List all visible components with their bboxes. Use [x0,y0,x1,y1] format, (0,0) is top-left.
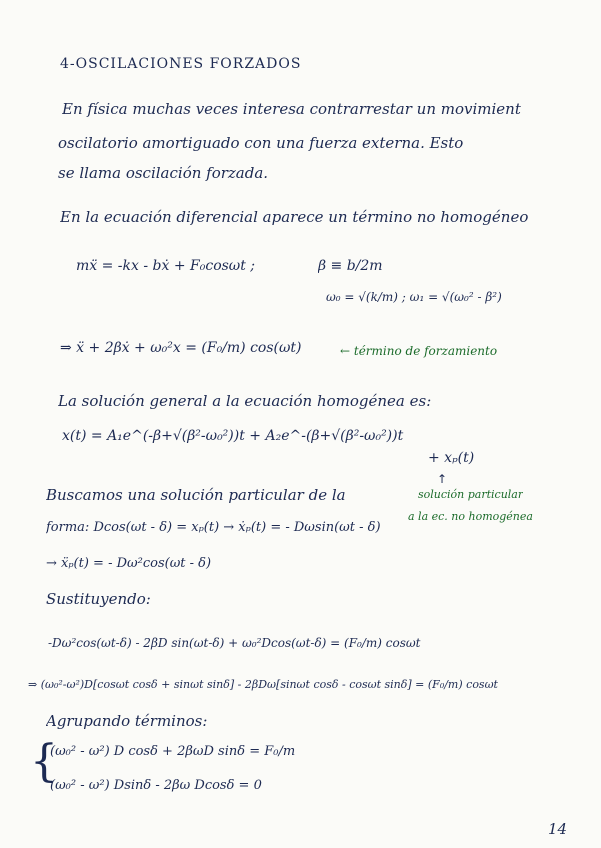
system-brace: { [30,736,58,787]
system-eq-1: (ω₀² - ω²) D cosδ + 2βωD sinδ = F₀/m [50,744,296,759]
omega-definitions: ω₀ = √(k/m) ; ω₁ = √(ω₀² - β²) [326,290,502,304]
forzamiento-note: ← término de forzamiento [340,344,498,358]
beta-definition: β ≡ b/2m [318,258,383,274]
intro-line-2: oscilatorio amortiguado con una fuerza externa. Esto [58,134,464,152]
sustituyendo-label: Sustituyendo: [46,590,151,608]
particular-note-line-2: a la ec. no homogénea [408,510,533,523]
sustituyendo-eq-1: -Dω²cos(ωt-δ) - 2βD sin(ωt-δ) + ω₀²Dcos(ωt-δ) = (F₀/m) cosωt [48,636,421,650]
agrupando-label: Agrupando términos: [46,712,208,730]
particular-note-line-1: solución particular [418,488,524,501]
sustituyendo-eq-2: ⇒ (ω₀²-ω²)D[cosωt cosδ + sinωt sinδ] - 2βDω[sinωt cosδ - cosωt sinδ] = (F₀/m) cosωt [28,678,498,691]
solucion-xp: + xₚ(t) [428,450,475,466]
particular-line-2: forma: Dcos(ωt - δ) = xₚ(t) → ẋₚ(t) = - Dωsin(ωt - δ) [46,520,381,535]
arrow-up-icon: ↑ [437,472,448,486]
particular-line-3: → ẍₚ(t) = - Dω²cos(ωt - δ) [46,556,212,571]
section-title: 4-OSCILACIONES FORZADOS [60,56,302,72]
ecuacion-2: ⇒ ẍ + 2βẋ + ω₀²x = (F₀/m) cos(ωt) [60,340,302,356]
intro-line-3-pre: se llama [58,164,126,182]
ecuacion-intro: En la ecuación diferencial aparece un término no homogéneo [60,208,529,226]
particular-line-1: Buscamos una solución particular de la [46,486,346,504]
ecuacion-1: mẍ = -kx - bẋ + F₀cosωt ; [76,258,256,274]
intro-line-3 [58,164,268,182]
solucion-intro: La solución general a la ecuación homogénea es: [58,392,432,410]
solucion-ecuacion: x(t) = A₁e^(-β+√(β²-ω₀²))t + A₂e^-(β+√(β²-ω₀²))t [62,428,404,444]
system-eq-2: (ω₀² - ω²) Dsinδ - 2βω Dcosδ = 0 [50,778,262,793]
intro-line-3-post: . [263,164,269,182]
term-oscilacion-forzada: oscilación forzada [125,164,264,182]
page-number: 14 [548,820,568,838]
intro-line-1: En física muchas veces interesa contrarrestar un movimient [62,100,521,118]
